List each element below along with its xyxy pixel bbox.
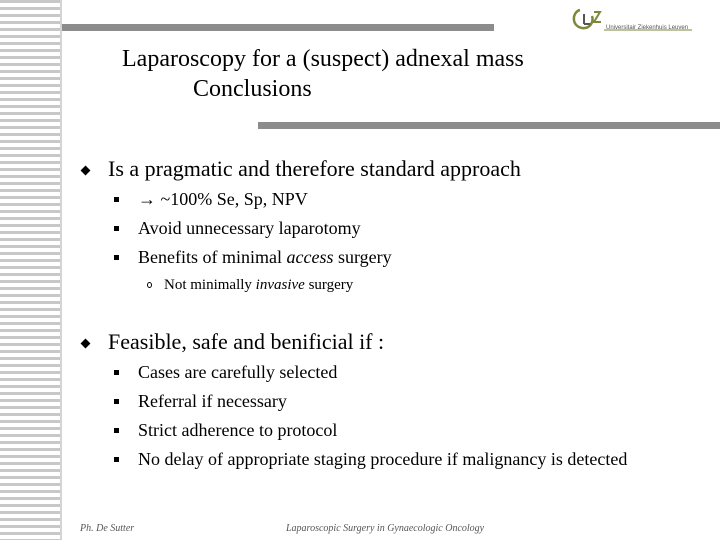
list-item-text: Avoid unnecessary laparotomy (138, 218, 361, 238)
square-bullet-icon (114, 226, 119, 231)
list-item-text: surgery (333, 247, 392, 267)
section1-heading: Is a pragmatic and therefore standard approach (108, 156, 521, 181)
list-item-text: No delay of appropriate staging procedure if malignancy is detected (138, 449, 628, 469)
list-item-text: ~100% Se, Sp, NPV (160, 189, 308, 209)
list-item-text: Referral if necessary (138, 391, 287, 411)
title-bottom-bar (258, 122, 720, 129)
left-stripes-edge (60, 0, 62, 540)
square-bullet-icon (114, 428, 119, 433)
footer-title: Laparoscopic Surgery in Gynaecologic Oncology (286, 523, 485, 534)
sub-item-text: Not minimally (164, 277, 256, 293)
ring-bullet-icon (147, 282, 152, 288)
square-bullet-icon (114, 399, 119, 404)
left-decorative-stripes (0, 0, 60, 540)
emphasis-text: invasive (255, 277, 305, 293)
emphasis-text: access (286, 247, 334, 267)
university-logo (570, 6, 694, 36)
square-bullet-icon (114, 197, 119, 202)
square-bullet-icon (114, 370, 119, 375)
square-bullet-icon (114, 457, 119, 462)
square-bullet-icon (114, 255, 119, 260)
footer-author: Ph. De Sutter (80, 523, 135, 534)
slide-title: Laparoscopy for a (suspect) adnexal mass (122, 46, 524, 72)
diamond-bullet-icon (81, 339, 91, 349)
diamond-bullet-icon (81, 166, 91, 176)
sub-item-text: surgery (304, 277, 354, 293)
list-item-text: Cases are carefully selected (138, 362, 338, 382)
logo-caption: Universitair Ziekenhuis Leuven (606, 25, 689, 31)
list-item-text: Benefits of minimal (138, 247, 287, 267)
title-top-bar (62, 24, 494, 31)
section2-heading: Feasible, safe and benificial if : (108, 329, 385, 354)
list-item-text: Strict adherence to protocol (138, 420, 338, 440)
slide-subtitle: Conclusions (193, 76, 312, 102)
arrow-icon: → (138, 189, 156, 209)
